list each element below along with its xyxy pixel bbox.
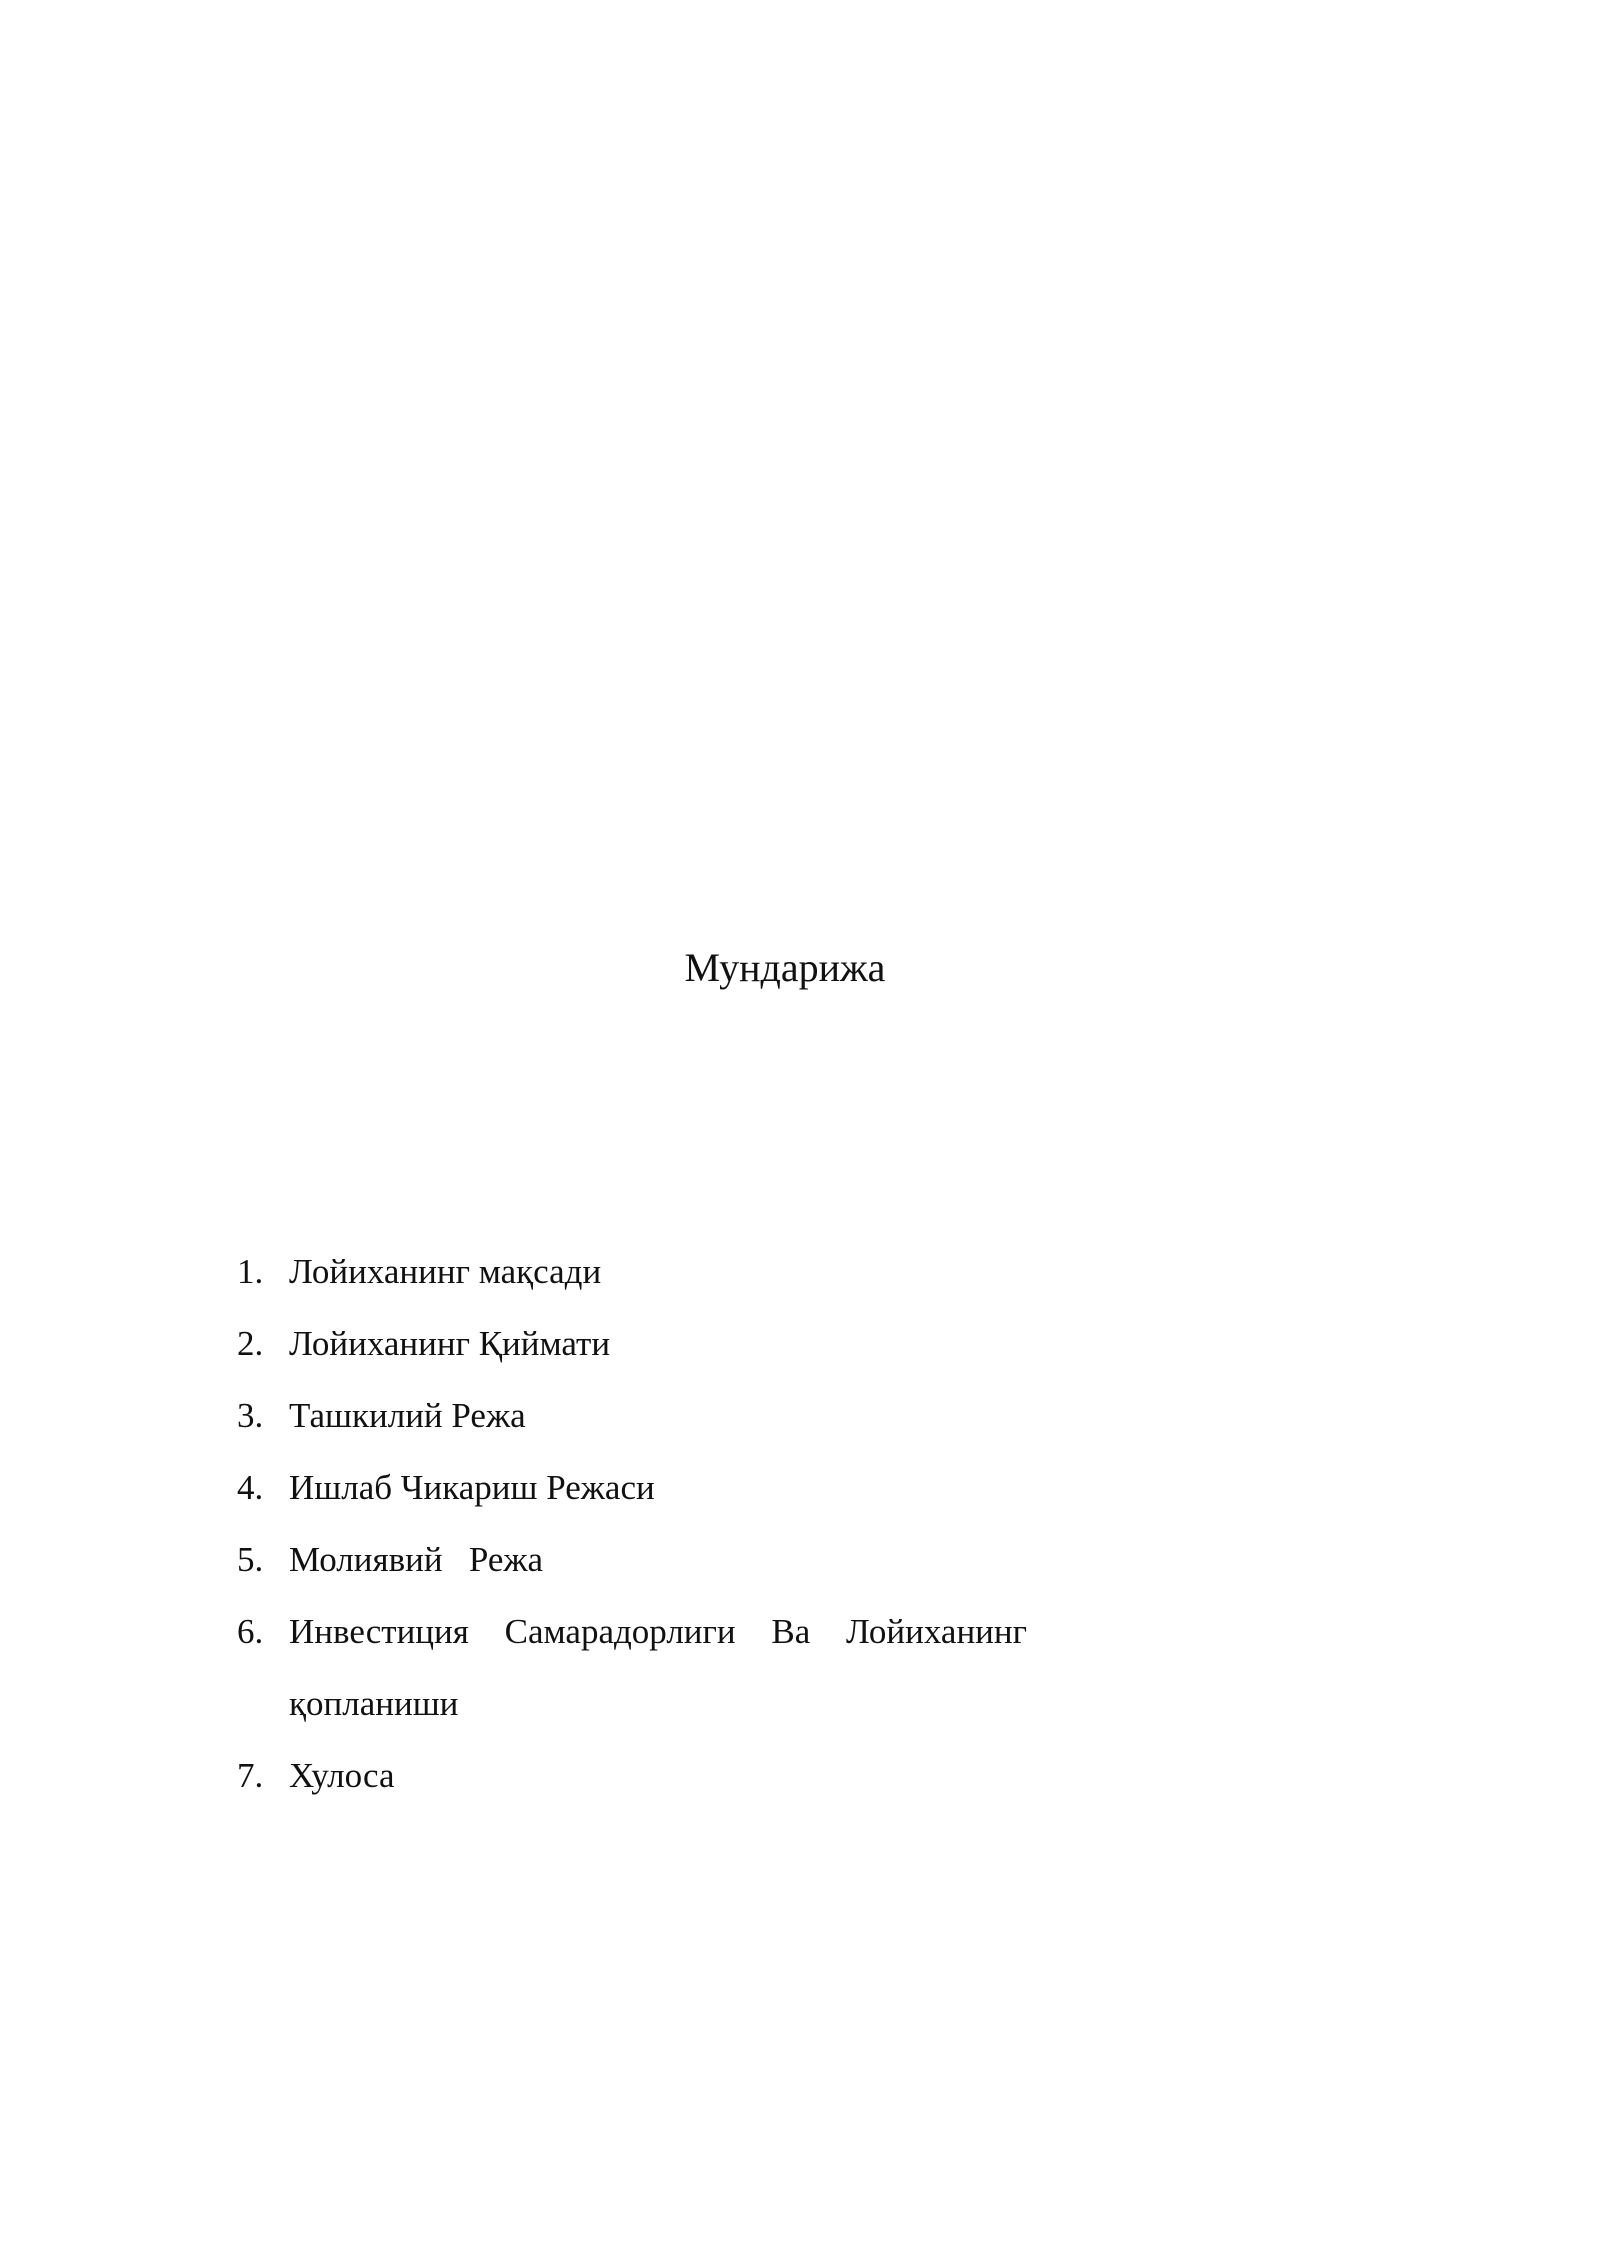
page-title: Мундарижа [684, 945, 886, 990]
toc-item-label: Ташкилий Режа [289, 1396, 526, 1435]
toc-item-4 [237, 1452, 1027, 1524]
toc-item-3 [237, 1380, 1027, 1452]
toc-item-number: 5. [237, 1540, 264, 1579]
toc-item-7 [237, 1740, 1027, 1812]
toc-item-5 [237, 1524, 1027, 1596]
toc-item-2 [237, 1308, 1027, 1380]
toc-item-number: 7. [237, 1756, 264, 1795]
toc-item-number: 2. [237, 1324, 264, 1363]
toc-item-number: 3. [237, 1396, 264, 1435]
toc-item-label: Ишлаб Чикариш Режаси [289, 1468, 655, 1507]
toc-item-number: 6. [237, 1612, 264, 1651]
toc-item-6 [237, 1596, 1036, 1740]
toc-item-1 [237, 1236, 1027, 1308]
table-of-contents [237, 1236, 1036, 1812]
toc-item-label: Инвестиция Самарадорлиги Ва Лойиханинг қопланиши [289, 1612, 1036, 1723]
toc-item-label: Хулоса [289, 1756, 395, 1795]
toc-item-label: Лойиханинг Қиймати [289, 1324, 611, 1363]
toc-item-number: 1. [237, 1252, 264, 1291]
toc-item-label: Лойиханинг мақсади [289, 1252, 602, 1291]
toc-item-label: Молиявий Режа [289, 1540, 544, 1579]
toc-item-number: 4. [237, 1468, 264, 1507]
